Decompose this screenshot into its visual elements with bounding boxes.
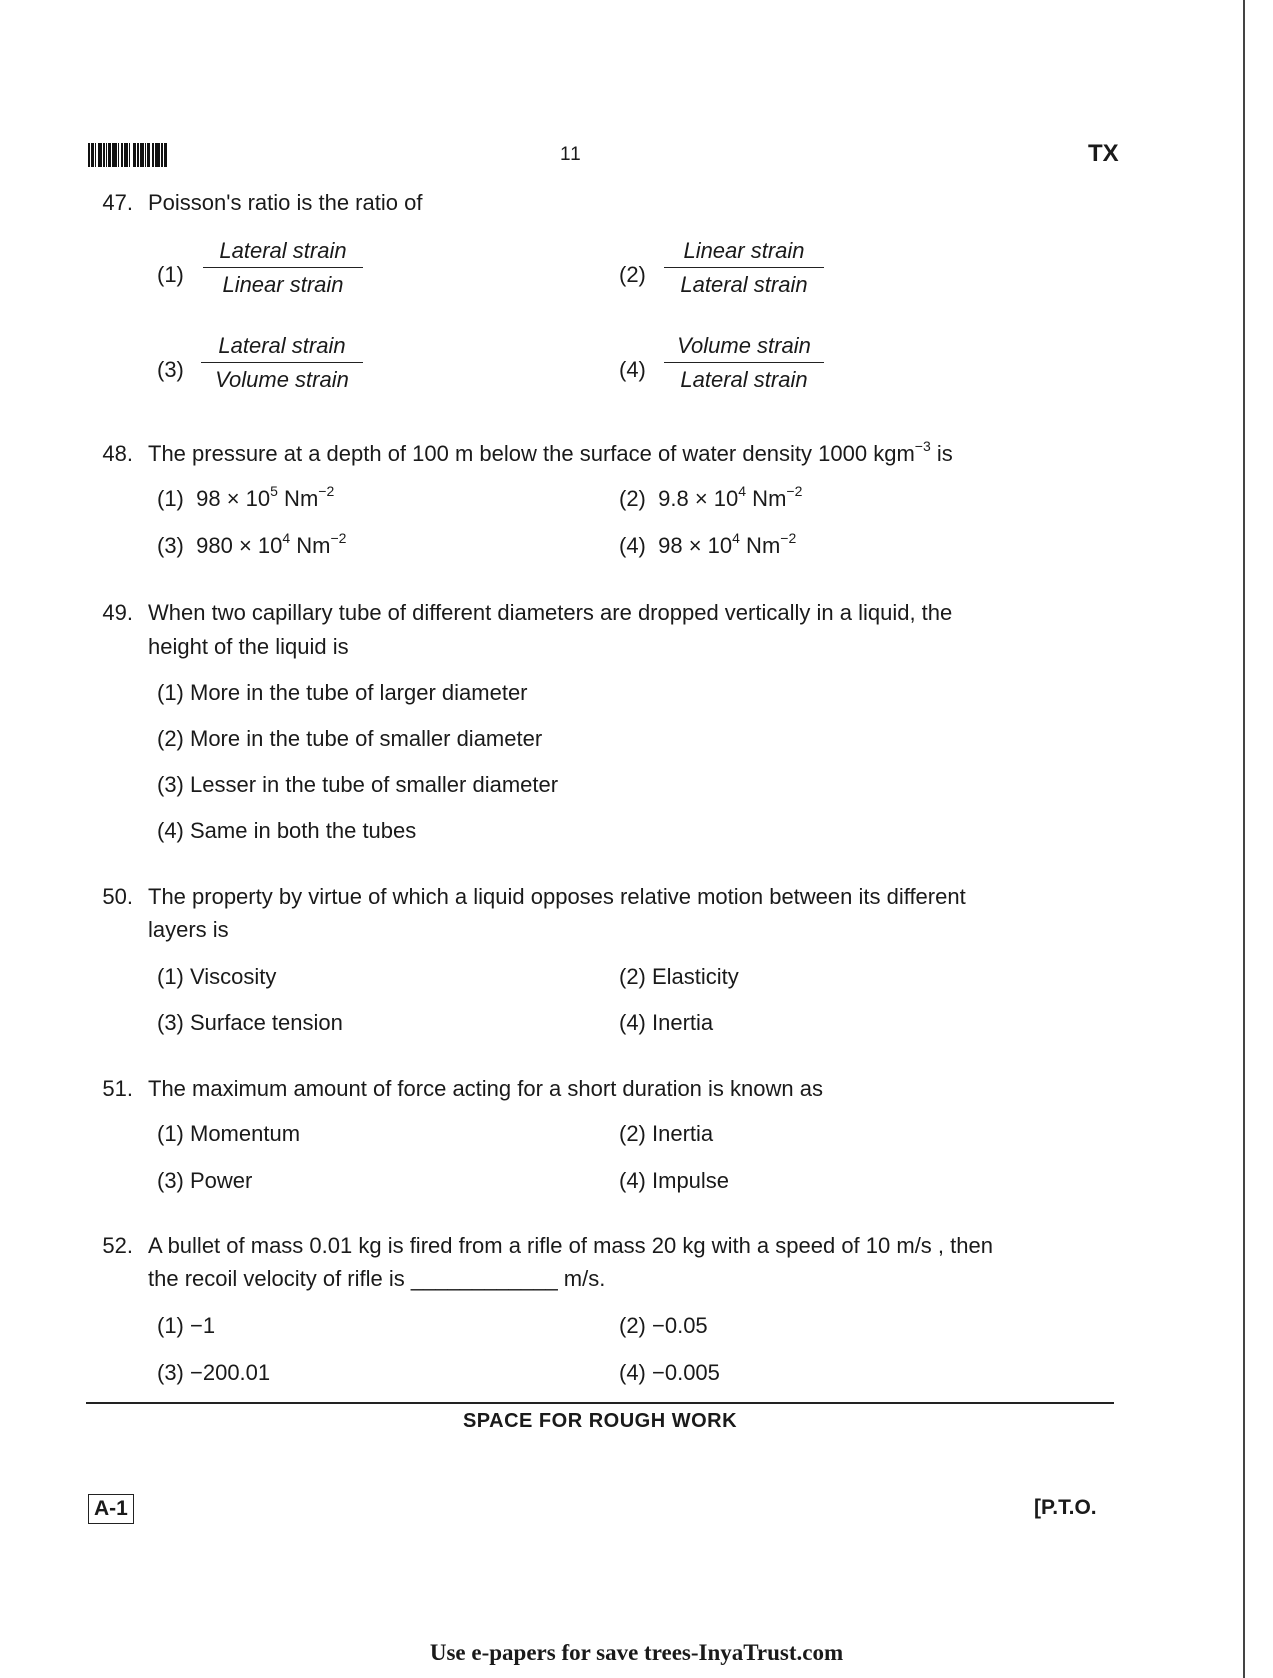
exponent: −2	[318, 482, 335, 499]
exponent: 4	[732, 529, 740, 546]
option-1: (1) Viscosity	[157, 964, 277, 989]
fraction-numerator: Volume strain	[664, 333, 824, 363]
question-text-line1: A bullet of mass 0.01 kg is fired from a rifle of mass 20 kg with a speed of 10 m/s , then	[148, 1233, 993, 1258]
option-2	[619, 482, 803, 512]
option-3: (3) Power	[157, 1168, 253, 1193]
question-text-main: The pressure at a depth of 100 m below the surface of water density 1000 kgm	[148, 441, 915, 466]
option-1: (1) Momentum	[157, 1121, 301, 1146]
question-text: Poisson's ratio is the ratio of	[148, 190, 423, 215]
exponent: 5	[270, 482, 278, 499]
option-4: (4) Same in both the tubes	[157, 818, 417, 843]
option-label: (3)	[157, 357, 184, 382]
question-text-line1: When two capillary tube of different diameters are dropped vertically in a liquid, the	[148, 600, 953, 625]
section-divider	[86, 1402, 1114, 1404]
question-number: 48.	[102, 441, 133, 466]
fraction-denominator: Volume strain	[215, 367, 349, 392]
question-text-line2: layers is	[148, 917, 229, 942]
question-number: 49.	[102, 600, 133, 625]
question-text	[148, 437, 1098, 471]
option-2: (2) −0.05	[619, 1313, 708, 1338]
question-text: The maximum amount of force acting for a short duration is known as	[148, 1076, 823, 1101]
unit: Nm	[746, 486, 787, 511]
option-4: (4) Inertia	[619, 1010, 714, 1035]
option-label: (2)	[619, 486, 646, 511]
question-number: 50.	[102, 884, 133, 909]
option-value: 98 × 10	[196, 486, 271, 511]
fraction-numerator: Linear strain	[664, 238, 824, 268]
option-value: 980 × 10	[196, 533, 283, 558]
option-label: (1)	[157, 262, 184, 287]
option-label: (4)	[619, 533, 646, 558]
footer-watermark-text: Use e-papers for save trees-InyaTrust.com	[429, 1640, 844, 1665]
option-3: (3) −200.01	[157, 1360, 271, 1385]
option-value: 9.8 × 10	[658, 486, 739, 511]
fraction-denominator: Lateral strain	[680, 272, 808, 297]
rough-work-heading: SPACE FOR ROUGH WORK	[462, 1410, 738, 1432]
option-fraction	[201, 333, 363, 393]
option-fraction	[664, 333, 824, 393]
pto-label: [P.T.O.	[1034, 1496, 1097, 1519]
fraction-denominator: Linear strain	[222, 272, 344, 297]
fraction-numerator: Lateral strain	[201, 333, 363, 363]
question-text-end: is	[930, 441, 953, 466]
option-4: (4) −0.005	[619, 1360, 720, 1385]
option-label: (1)	[157, 486, 184, 511]
exponent: 4	[738, 482, 747, 499]
option-label: (4)	[619, 357, 646, 382]
option-fraction	[203, 238, 363, 298]
option-fraction	[664, 238, 824, 298]
option-1: (1) More in the tube of larger diameter	[157, 680, 528, 705]
fraction-numerator: Lateral strain	[203, 238, 363, 268]
option-1	[157, 482, 335, 512]
exponent: 4	[282, 529, 291, 546]
paper-code: TX	[1088, 140, 1119, 167]
booklet-code-box: A-1	[88, 1494, 134, 1524]
question-text-line1: The property by virtue of which a liquid opposes relative motion between its different	[148, 884, 966, 909]
page-number: 11	[560, 144, 582, 165]
option-3	[157, 529, 347, 559]
option-2: (2) More in the tube of smaller diameter	[157, 726, 543, 751]
option-2: (2) Inertia	[619, 1121, 714, 1146]
option-3: (3) Surface tension	[157, 1010, 343, 1035]
option-2: (2) Elasticity	[619, 964, 739, 989]
question-number: 52.	[102, 1233, 133, 1258]
exponent: −2	[330, 529, 347, 546]
exponent: −3	[914, 437, 931, 454]
barcode	[88, 143, 178, 167]
fraction-denominator: Lateral strain	[680, 367, 808, 392]
unit: Nm	[739, 533, 781, 558]
unit: Nm	[290, 533, 331, 558]
option-4: (4) Impulse	[619, 1168, 730, 1193]
question-number: 51.	[102, 1076, 133, 1101]
option-1: (1) −1	[157, 1313, 216, 1338]
unit: Nm	[277, 486, 319, 511]
exponent: −2	[780, 529, 797, 546]
question-text-line2: height of the liquid is	[148, 634, 349, 659]
option-value: 98 × 10	[658, 533, 733, 558]
exponent: −2	[786, 482, 803, 499]
option-label: (2)	[619, 262, 646, 287]
page-edge-line	[1243, 0, 1245, 1678]
question-number: 47.	[102, 190, 133, 215]
option-3: (3) Lesser in the tube of smaller diameter	[157, 772, 559, 797]
question-text-line2: the recoil velocity of rifle is ____________ m/s.	[148, 1266, 606, 1291]
option-label: (3)	[157, 533, 184, 558]
option-4	[619, 529, 797, 559]
